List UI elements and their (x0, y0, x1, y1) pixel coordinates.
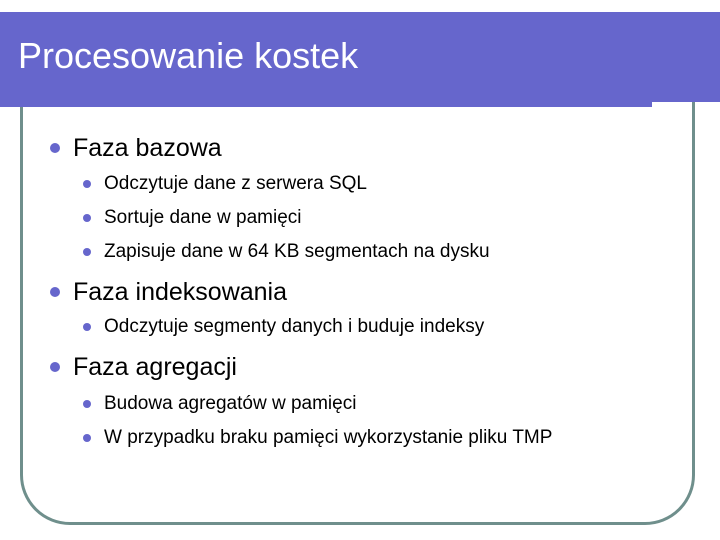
bullet-icon (50, 362, 60, 372)
list-item: Sortuje dane w pamięci (104, 207, 302, 228)
section-heading: Faza bazowa (73, 134, 222, 162)
bullet-icon (83, 323, 91, 331)
bullet-icon (83, 248, 91, 256)
bullet-icon (83, 214, 91, 222)
bullet-icon (50, 287, 60, 297)
bullet-icon (83, 180, 91, 188)
list-item: Odczytuje segmenty danych i buduje indeksy (104, 316, 485, 337)
list-item: Odczytuje dane z serwera SQL (104, 173, 367, 194)
list-item: W przypadku braku pamięci wykorzystanie pliku TMP (104, 427, 553, 448)
bullet-icon (83, 400, 91, 408)
list-item: Zapisuje dane w 64 KB segmentach na dysku (104, 241, 490, 262)
section-heading: Faza indeksowania (73, 278, 288, 306)
slide-title: Procesowanie kostek (18, 35, 359, 76)
section-heading: Faza agregacji (73, 353, 237, 381)
bullet-icon (50, 143, 60, 153)
list-item: Budowa agregatów w pamięci (104, 393, 357, 414)
bullet-icon (83, 434, 91, 442)
